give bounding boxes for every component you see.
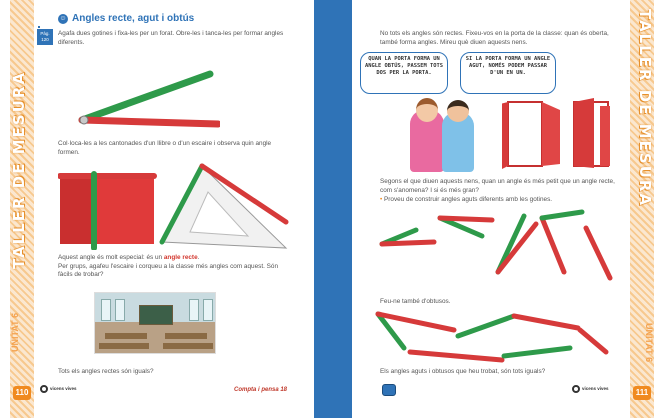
right-page-number: 111 (633, 386, 651, 400)
speech-bubble-acute: SI LA PORTA FORMA UN ANGLE AGUT, NOMÉS PODEM PASSAR D'UN EN UN. (460, 52, 556, 94)
left-side-band (10, 0, 34, 418)
logo-ring-icon (572, 385, 580, 393)
doors-paragraph: No tots els angles són rectes. Fixeu-vos en la porta de la classe: quan és oberta, també forma angles. Mireu què diuen aquests nens. (380, 30, 609, 46)
intro-paragraph: Agafa dues gotines i fixa-les per un forat. Obre-les i tanca-les per formar angles diferents. (58, 30, 284, 46)
speech-bubble-obtuse: QUAN LA PORTA FORMA UN ANGLE OBTÚS, PASSEM TOTS DOS PER LA PORTA. (360, 52, 448, 94)
publisher-logo: vicens vives (40, 385, 77, 393)
red-stick (82, 120, 218, 124)
closing-question-right: Els angles aguts i obtusos que heu trobat, són tots iguals? (380, 368, 546, 375)
right-page (352, 0, 664, 418)
left-page (0, 0, 314, 418)
bullet-item: • Proveu de construir angles aguts diferents amb les gotines. (380, 196, 553, 203)
footer-book-title: Compta i pensa 18 (234, 387, 288, 393)
green-stick (82, 74, 210, 120)
red-book-illustration (58, 164, 158, 250)
acute-angles-illustration (374, 208, 614, 286)
closing-question: Tots els angles rectes són iguals? (58, 368, 154, 375)
page-reference-tag: Pàg. 120 (37, 29, 53, 45)
left-unit-label: UNITAT 6 (10, 312, 20, 352)
group-activity-text: Per grups, agafeu l'escaire i corqueu a la classe més angles com aquest. Són fàcils de trobar? (58, 262, 279, 279)
doors-illustration (502, 96, 620, 172)
logo-ring-icon (40, 385, 48, 393)
right-band-title: TALLER DE MESURA (636, 8, 654, 208)
right-angle-term: angle recte (163, 254, 198, 261)
digital-resource-icon[interactable] (382, 384, 396, 396)
door-obtuse (542, 102, 560, 166)
smiley-icon: ☺ (59, 14, 67, 22)
right-unit-label: UNITAT 6 (644, 323, 654, 363)
obtuse-angles-illustration (374, 308, 614, 364)
sticks-illustration (70, 64, 220, 134)
door-frame-obtuse (508, 102, 542, 166)
right-side-band (630, 0, 654, 418)
blackboard (139, 305, 173, 325)
left-band-title: TALLER DE MESURA (10, 70, 28, 270)
left-page-number: 110 (13, 386, 31, 400)
children-illustration (408, 96, 476, 172)
section-heading (58, 13, 194, 24)
page-spine (314, 0, 352, 418)
set-square-illustration (152, 160, 292, 252)
question-paragraph: Segons el que diuen aquests nens, quan un angle és més petit que un angle recte, com s'anomena? I si és més gran? (380, 178, 615, 194)
page-title: Angles recte, agut i obtús (72, 13, 195, 24)
door-acute (574, 98, 594, 168)
pivot-icon (80, 116, 88, 124)
obtuse-paragraph: Feu-ne també d'obtusos. (380, 298, 451, 305)
classroom-photo (94, 292, 216, 354)
bullet-icon: • (380, 196, 385, 203)
book-paragraph: Col·loca-les a les cantonades d'un llibre o d'un escaire i observa quin angle formen. (58, 140, 272, 156)
publisher-logo-right: vicens vives (572, 385, 609, 393)
right-angle-paragraph: Aquest angle és molt especial: és un angle recte. Per grups, agafeu l'escaire i corqueu a la classe més angles com aquest. Són fàcils de trobar? (58, 254, 279, 279)
